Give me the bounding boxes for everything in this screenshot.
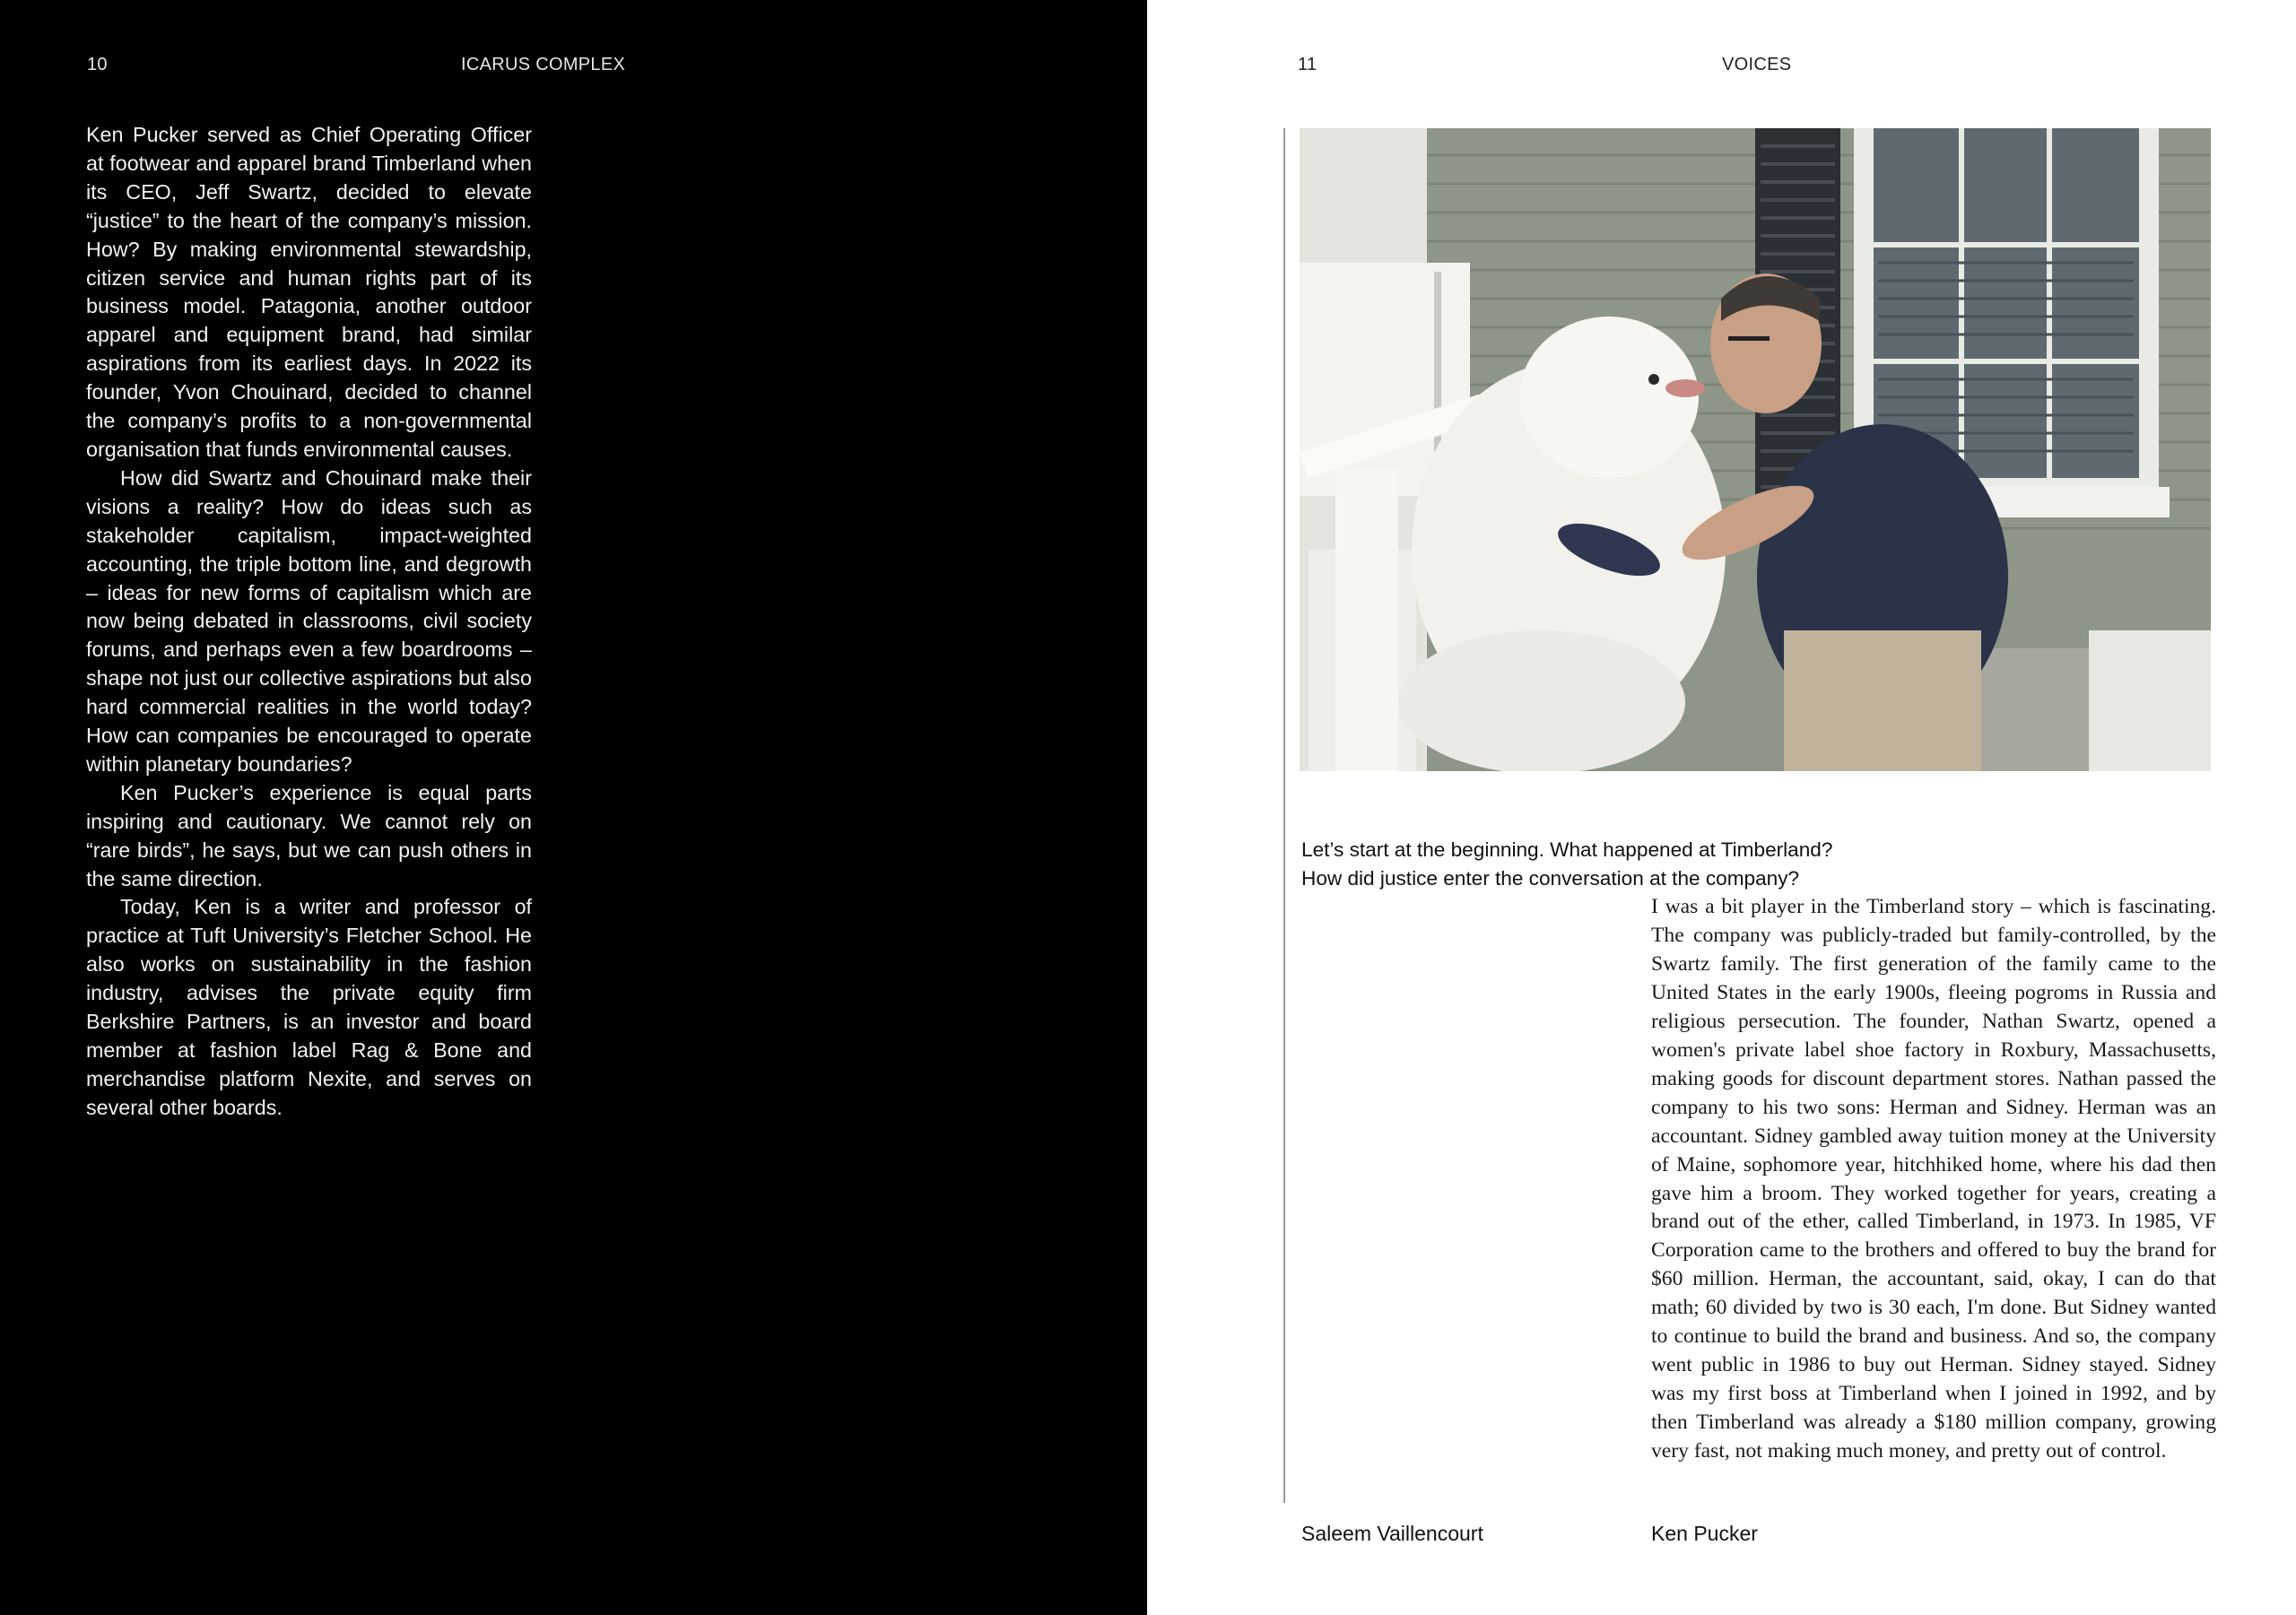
- left-page: [0, 0, 1147, 1615]
- intro-paragraph-4: Today, Ken is a writer and professor of practice at Tuft University’s Fletcher School. He also works on sustainability in the fashion industry, advises the private equity firm Berkshire Partners, is an investor and board member at fashion label Rag & Bone and merchandise platform Nexite, and serves on several other boards.: [86, 895, 532, 1119]
- question-line-2: How did justice enter the conversation at the company?: [1301, 867, 1800, 890]
- vertical-rule: [1283, 128, 1285, 1503]
- running-title-left: ICARUS COMPLEX: [461, 55, 626, 74]
- intro-paragraph-1: Ken Pucker served as Chief Operating Officer at footwear and apparel brand Timberland when its CEO, Jeff Swartz, decided to elevate “justice” to the heart of the company’s mission. How? By making environmental stewardship, citizen service and human rights part of its business model. Patagonia, another outdoor apparel and equipment brand, had similar aspirations from its earliest days. In 2022 its founder, Yvon Chouinard, decided to channel the company’s profits to a non-governmental organisation that funds environmental causes.: [86, 123, 532, 461]
- page-number-right: 11: [1298, 55, 1318, 74]
- portrait-photo: [1300, 128, 2211, 771]
- interview-answer: I was a bit player in the Timberland story – which is fascinating. The company was publicly-traded but family-controlled, by the Swartz family. The first generation of the family came to the United States in the early 1900s, fleeing pogroms in Russia and religious persecution. The founder, Nathan Swartz, opened a women's private label shoe factory in Roxbury, Massachusetts, making goods for discount department stores. Nathan passed the company to his two sons: Herman and Sidney. Herman was an accountant. Sidney gambled away tuition money at the University of Maine, sophomore year, hitchhiked home, where his dad then gave him a broom. They worked together for years, creating a brand out of the ether, called Timberland, in 1973. In 1985, VF Corporation came to the brothers and offered to buy the brand for $60 million. Herman, the accountant, said, okay, I can do that math; 60 divided by two is 30 each, I'm done. But Sidney wanted to continue to build the brand and business. And so, the company went public in 1986 to buy out Herman. Sidney stayed. Sidney was my first boss at Timberland when I joined in 1992, and by then Timberland was already a $180 million company, growing very fast, not making much money, and pretty out of control.: [1651, 895, 2216, 1463]
- question-line-1: Let’s start at the beginning. What happened at Timberland?: [1301, 838, 1833, 861]
- right-page: [1147, 0, 2296, 1615]
- interviewer-name: Saleem Vaillencourt: [1301, 1522, 1483, 1545]
- intro-paragraph-3: Ken Pucker’s experience is equal parts inspiring and cautionary. We cannot rely on “rare birds”, he says, but we can push others in the same direction.: [86, 780, 532, 890]
- photo-illustration: [1300, 128, 2211, 771]
- intro-text: [86, 121, 532, 1123]
- interviewee-name: Ken Pucker: [1651, 1522, 1758, 1545]
- running-title-right: VOICES: [1722, 55, 1792, 74]
- interview-question: [1301, 836, 1929, 893]
- page-number-left: 10: [87, 55, 108, 74]
- intro-paragraph-2: How did Swartz and Chouinard make their visions a reality? How do ideas such as stakeholder capitalism, impact-weighted accounting, the triple bottom line, and degrowth – ideas for new forms of capitalism which are now being debated in classrooms, civil society forums, and perhaps even a few boardrooms – shape not just our collective aspirations but also hard commercial realities in the world today? How can companies be encouraged to operate within planetary boundaries?: [86, 465, 532, 776]
